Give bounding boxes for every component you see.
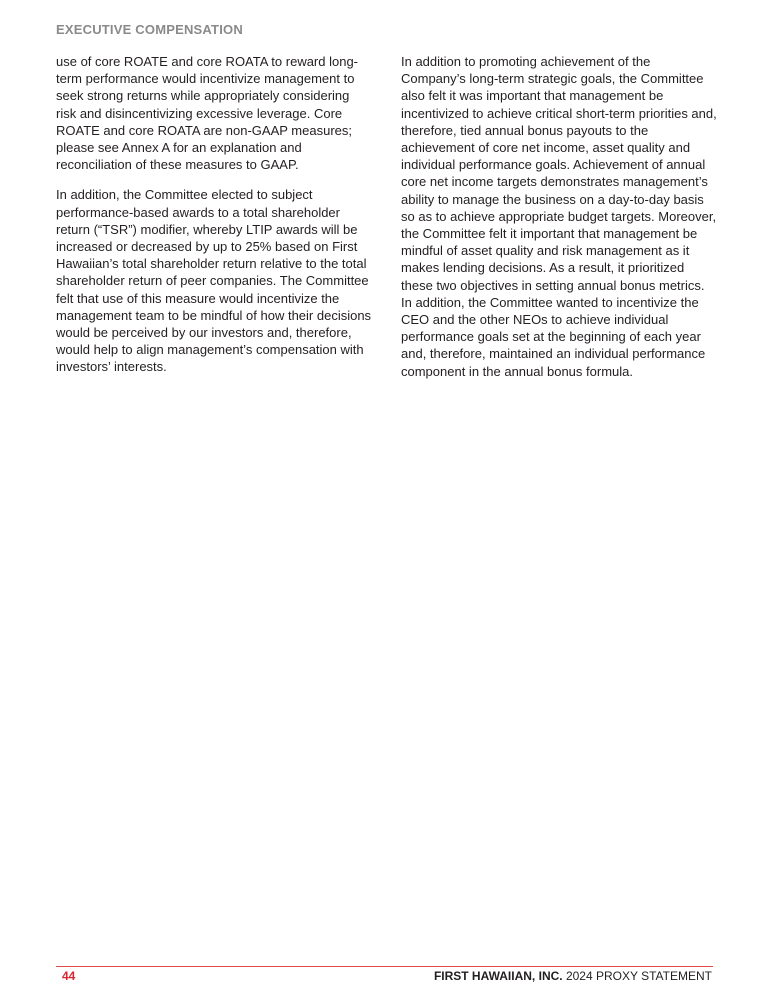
footer-document-name: 2024 PROXY STATEMENT (565, 969, 712, 983)
paragraph: In addition to promoting achievement of the Company’s long-term strategic goals, the Committee also felt it was important that management be incentivized to achieve critical short-term priorities and, therefore, tied annual bonus payouts to the achievement of core net income, asset quality and individual performance goals. Achievement of annual core net income targets demonstrates management’s ability to manage the business on a day-to-day basis so as to achieve appropriate budget targets. Moreover, the Committee felt it important that management be mindful of asset quality and risk management as it makes lending decisions. As a result, it prioritized these two objectives in setting annual bonus metrics. In addition, the Committee wanted to incentivize the CEO and the other NEOs to achieve individual performance goals set at the beginning of each year and, therefore, maintained an individual performance component in the annual bonus formula. (401, 54, 717, 379)
left-column (56, 53, 372, 389)
right-column (401, 53, 717, 393)
footer-document-title (434, 969, 712, 983)
footer-company-name: FIRST HAWAIIAN, INC. (433, 969, 563, 983)
paragraph: In addition, the Committee elected to subject performance-based awards to a total shareholder return (“TSR”) modifier, whereby LTIP awards will be increased or decreased by up to 25% based on First Hawaiian’s total shareholder return relative to the total shareholder return of peer companies. The Committee felt that use of this measure would incentivize the management team to be mindful of how their decisions would be perceived by our investors and, therefore, would help to align management’s compensation with investors’ interests. (56, 187, 372, 375)
section-header: EXECUTIVE COMPENSATION (56, 22, 243, 37)
page-number: 44 (62, 969, 76, 983)
footer-divider (56, 966, 713, 967)
paragraph: use of core ROATE and core ROATA to reward long-term performance would incentivize management to seek strong returns while appropriately considering risk and disincentivizing excessive leverage. Core ROATE and core ROATA are non-GAAP measures; please see Annex A for an explanation and reconciliation of these measures to GAAP. (56, 54, 359, 173)
